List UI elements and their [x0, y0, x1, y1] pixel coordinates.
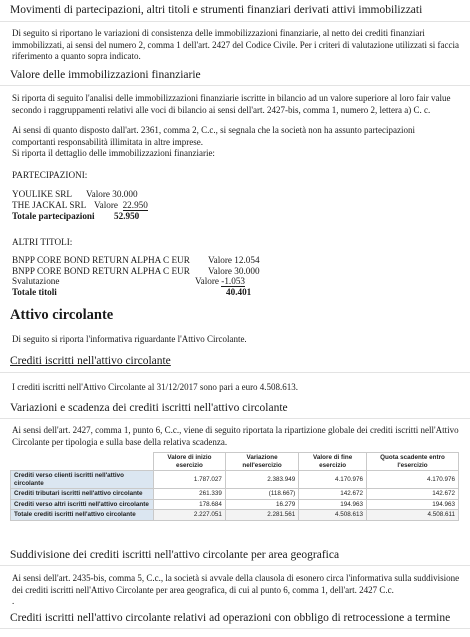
section-title-retrocessione: Crediti iscritti nell'attivo circolante relativi ad operazioni con obbligo di retrocessione a termine [10, 612, 451, 624]
divider [0, 85, 470, 86]
column-header: Quota scadente entro l'esercizio [367, 453, 459, 471]
cell-value: 4.508.611 [367, 510, 459, 521]
divider [0, 418, 470, 419]
total-value: 40.401 [226, 287, 252, 297]
cell-value: 261.339 [154, 489, 226, 500]
row-label: Crediti verso clienti iscritti nell'attivo circolante [11, 471, 154, 489]
partecipazioni-row [12, 189, 138, 200]
row-label: Totale crediti iscritti nell'attivo circolante [11, 510, 154, 521]
security-name: BNPP CORE BOND RETURN ALPHA C EUR [12, 255, 190, 265]
divider [0, 21, 470, 22]
valore-paragraph-2: Ai sensi di quanto disposto dall'art. 2361, comma 2, C.c., si segnala che la società non ha assunto partecipazioni comportanti responsabilità illimitata in altre imprese. [12, 125, 416, 147]
security-value: -1.053 [221, 276, 246, 286]
total-value: 52.950 [114, 211, 140, 221]
total-label: Totale partecipazioni [12, 211, 95, 221]
table-corner [11, 453, 154, 471]
column-header: Variazione nell'esercizio [225, 453, 298, 471]
attivo-intro: Di seguito si riporta l'informativa riguardante l'Attivo Circolante. [12, 334, 247, 344]
titoli-total [12, 287, 251, 298]
table-row [11, 499, 459, 510]
total-label: Totale titoli [12, 287, 57, 297]
value-label: Valore [208, 255, 232, 265]
cell-value: 142.672 [367, 489, 459, 500]
cell-value: 4.508.613 [299, 510, 367, 521]
cell-value: 2.281.561 [225, 510, 298, 521]
table-header-row [11, 453, 459, 471]
titoli-row [12, 255, 260, 266]
cell-value: 2.383.949 [225, 471, 298, 489]
security-name: Svalutazione [12, 276, 60, 286]
partecipazioni-heading: PARTECIPAZIONI: [12, 170, 88, 180]
table-row [11, 489, 459, 500]
value-label: Valore [86, 189, 110, 199]
cell-value: 142.672 [299, 489, 367, 500]
column-header: Valore di inizio esercizio [154, 453, 226, 471]
crediti-title: Crediti iscritti nell'attivo circolante [10, 355, 171, 367]
cell-value: (118.667) [225, 489, 298, 500]
heading-attivo-circolante: Attivo circolante [10, 307, 114, 323]
divider [0, 565, 470, 566]
section-title-movimenti: Movimenti di partecipazioni, altri titoli e strumenti finanziari derivati attivi immobilizzati [10, 4, 423, 16]
partecipazioni-total [12, 211, 139, 222]
valore-paragraph-1: Si riporta di seguito l'analisi delle immobilizzazioni finanziarie iscritte in bilancio ad un valore superiore al loro fair value secondo i raggruppamenti relativi alle voci di bilancio ai sensi dell'art. 2427-bis, comma 1, numero 2, lettera a) C. c. [12, 93, 451, 115]
cell-value: 2.227.051 [154, 510, 226, 521]
altri-titoli-heading: ALTRI TITOLI: [12, 237, 73, 247]
row-label: Crediti verso altri iscritti nell'attivo circolante [11, 499, 154, 510]
cell-value: 194.963 [299, 499, 367, 510]
cell-value: 178.684 [154, 499, 226, 510]
divider [0, 372, 470, 373]
value-label: Valore [195, 276, 219, 286]
area-trailing-dot: . [12, 596, 15, 606]
cell-value: 1.787.027 [154, 471, 226, 489]
security-name: BNPP CORE BOND RETURN ALPHA C EUR [12, 266, 190, 276]
section-title-variazioni: Variazioni e scadenza dei crediti iscritti nell'attivo circolante [10, 402, 288, 414]
divider [0, 628, 470, 629]
holding-name: THE JACKAL SRL [12, 200, 87, 210]
intro-paragraph: Di seguito si riportano le variazioni di consistenza delle immobilizzazioni finanziarie, al netto dei crediti finanziari immobilizzati, ai sensi del numero 2, comma 1 dell'art. 2427 del Codice Civile. Per i criteri di valutazione utilizzati si faccia riferimento a quanto sopra indicato. [12, 28, 459, 61]
row-label: Crediti tributari iscritti nell'attivo circolante [11, 489, 154, 500]
column-header: Valore di fine esercizio [299, 453, 367, 471]
value-label: Valore [94, 200, 118, 210]
cell-value: 16.279 [225, 499, 298, 510]
valore-paragraph-3: Si riporta il dettaglio delle immobilizzazioni finanziarie: [12, 148, 215, 158]
table-row [11, 471, 459, 489]
cell-value: 4.170.976 [367, 471, 459, 489]
section-title-valore: Valore delle immobilizzazioni finanziarie [10, 69, 201, 81]
area-paragraph: Ai sensi dell'art. 2435-bis, comma 5, C.c., la società si avvale della clausola di esonero circa l'informativa sulla suddivisione dei crediti iscritti nell'Attivo Circolante per area geografica, di cui al punto 6, comma 1, dell'art. 2427 C.c. [12, 573, 460, 595]
variazioni-paragraph: Ai sensi dell'art. 2427, comma 1, punto 6, C.c., viene di seguito riportata la ripartizione globale dei crediti iscritti nell'Attivo Circolante per tipologia e sulla base della relativa scadenza. [12, 425, 459, 447]
table-total-row [11, 510, 459, 521]
crediti-paragraph: I crediti iscritti nell'Attivo Circolante al 31/12/2017 sono pari a euro 4.508.613. [12, 382, 299, 392]
value-label: Valore [208, 266, 232, 276]
cell-value: 4.170.976 [299, 471, 367, 489]
crediti-table [10, 452, 459, 521]
security-value: 12.054 [234, 255, 260, 265]
partecipazioni-row [12, 200, 148, 211]
section-title-area: Suddivisione dei crediti iscritti nell'attivo circolante per area geografica [10, 549, 340, 561]
titoli-row [12, 276, 245, 287]
cell-value: 194.963 [367, 499, 459, 510]
holding-value: 22.950 [122, 200, 148, 210]
heading-crediti [10, 355, 171, 367]
holding-name: YOULIKE SRL [12, 189, 72, 199]
security-value: 30.000 [234, 266, 260, 276]
holding-value: 30.000 [112, 189, 138, 199]
